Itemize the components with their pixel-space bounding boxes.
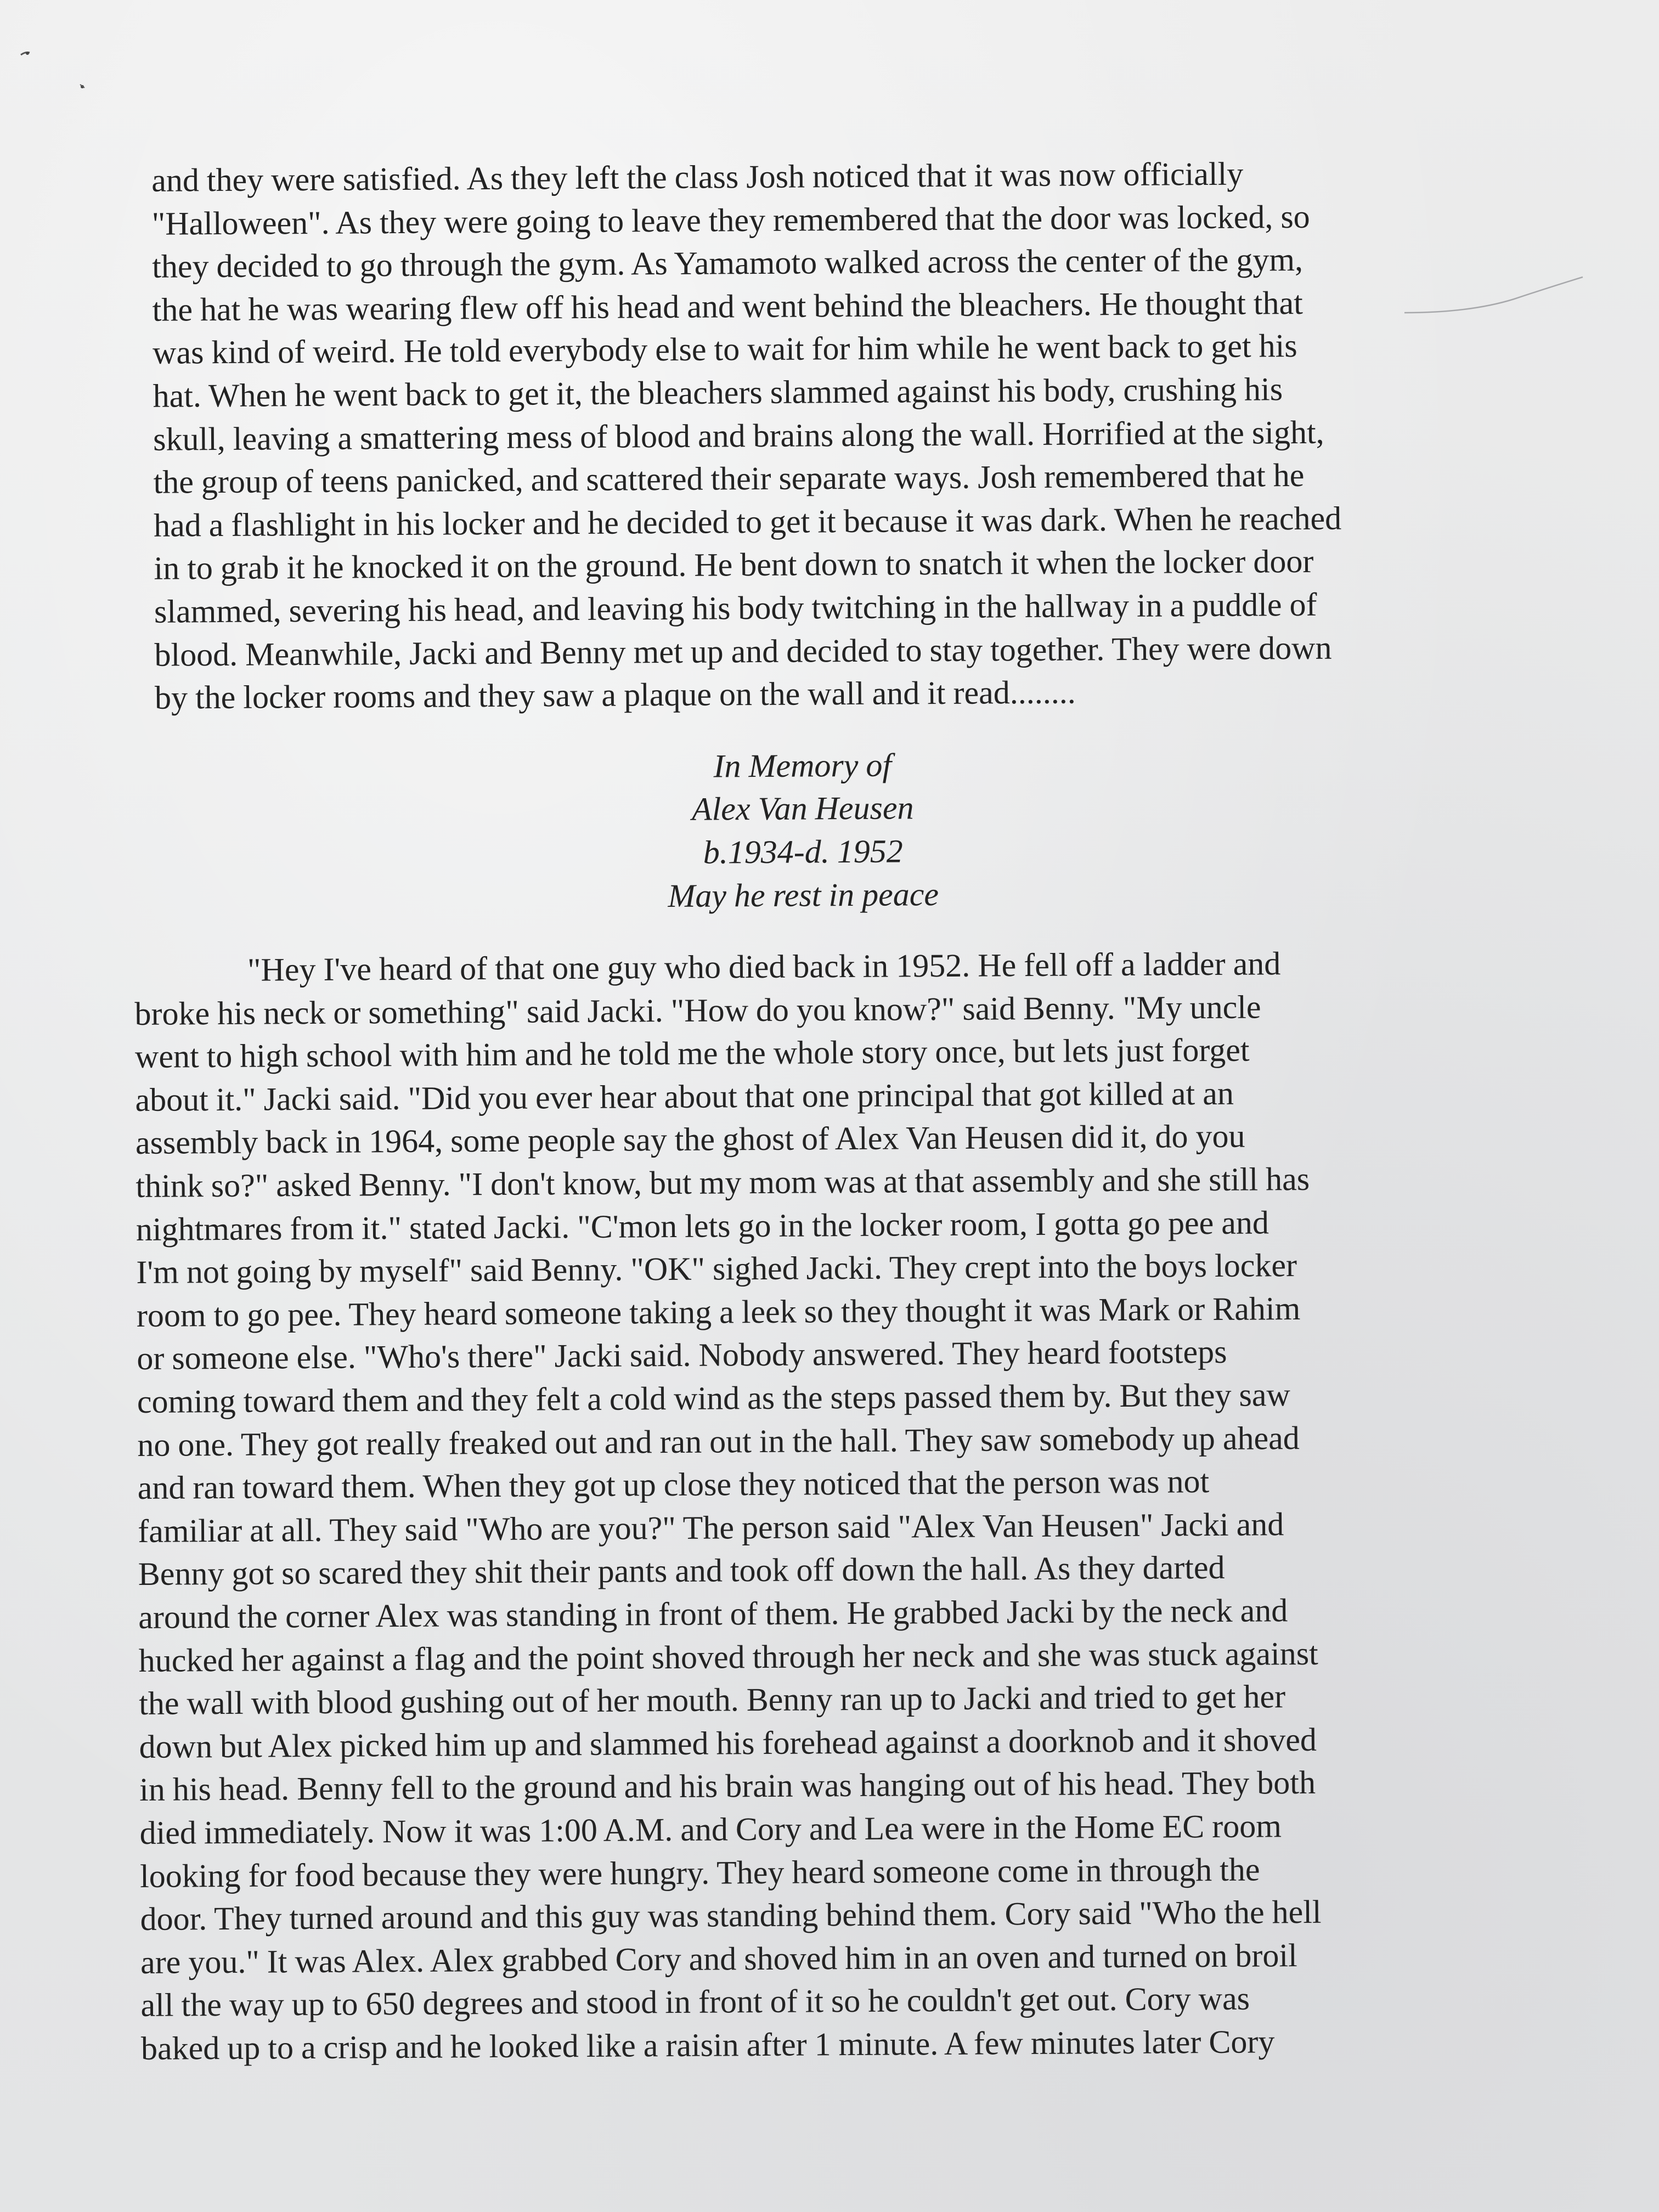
text-line: went to high school with him and he told me the whole story once, but lets just forget (134, 1031, 1250, 1075)
text-line: Benny got so scared they shit their pants and took off down the hall. As they darted (138, 1549, 1225, 1593)
plaque-line: Alex Van Heusen (691, 789, 914, 828)
text-line: died immediately. Now it was 1:00 A.M. and Cory and Lea were in the Home EC room (139, 1808, 1282, 1851)
text-line: and ran toward them. When they got up close they noticed that the person was not (137, 1463, 1210, 1506)
text-line: door. They turned around and this guy was standing behind them. Cory said "Who the hell (140, 1893, 1322, 1938)
text-line: coming toward them and they felt a cold wind as the steps passed them by. But they saw (137, 1376, 1290, 1420)
text-line: room to go pee. They heard someone taking a leek so they thought it was Mark or Rahim (136, 1290, 1301, 1334)
paragraph-continued (151, 151, 1493, 720)
text-line: are you." It was Alex. Alex grabbed Cory and shoved him in an oven and turned on broil (140, 1937, 1297, 1980)
text-line: by the locker rooms and they saw a plaque on the wall and it read........ (154, 674, 1076, 716)
text-line: nightmares from it." stated Jacki. "C'mon lets go in the locker room, I gotta go pee and (136, 1204, 1269, 1248)
text-line: think so?" asked Benny. "I don't know, but my mom was at that assembly and she still has (136, 1160, 1310, 1205)
plaque-line: May he rest in peace (668, 876, 939, 914)
text-line: in to grab it he knocked it on the ground. He bent down to snatch it when the locker door (154, 543, 1314, 587)
text-line: no one. They got really freaked out and ran out in the hall. They saw somebody up ahead (137, 1419, 1300, 1463)
memorial-plaque-text (133, 740, 1473, 921)
text-line: the hat he was wearing flew off his head and went behind the bleachers. He thought that (152, 284, 1304, 328)
text-line: "Halloween". As they were going to leave they remembered that the door was locked, so (151, 198, 1310, 242)
text-line: broke his neck or something" said Jacki. "How do you know?" said Benny. "My uncle (134, 989, 1261, 1032)
plaque-line: b.1934-d. 1952 (703, 833, 903, 871)
text-line: familiar at all. They said "Who are you?" The person said "Alex Van Heusen" Jacki and (138, 1506, 1284, 1549)
text-line: "Hey I've heard of that one guy who died back in 1952. He fell off a ladder and (247, 945, 1281, 988)
paragraph-dialogue (134, 941, 1502, 2070)
text-line: or someone else. "Who's there" Jacki said. Nobody answered. They heard footsteps (137, 1334, 1227, 1377)
text-line: the wall with blood gushing out of her mouth. Benny ran up to Jacki and tried to get her (138, 1678, 1286, 1722)
text-line: they decided to go through the gym. As Yamamoto walked across the center of the gym, (151, 241, 1304, 285)
text-line: assembly back in 1964, some people say the ghost of Alex Van Heusen did it, do you (135, 1118, 1245, 1161)
paper-speck-marks (11, 38, 99, 104)
text-line: down but Alex picked him up and slammed his forehead against a doorknob and it shoved (139, 1721, 1317, 1765)
text-line: slammed, severing his head, and leaving his body twitching in the hallway in a puddle of (154, 586, 1317, 630)
text-line: looking for food because they were hungry. They heard someone come in through the (139, 1851, 1260, 1894)
text-line: the group of teens panicked, and scattered their separate ways. Josh remembered that he (153, 457, 1305, 500)
text-line: all the way up to 650 degrees and stood in front of it so he couldn't get out. Cory was (140, 1980, 1250, 2024)
text-line: skull, leaving a smattering mess of blood and brains along the wall. Horrified at the sight, (153, 414, 1324, 458)
text-line: around the corner Alex was standing in front of them. He grabbed Jacki by the neck and (138, 1592, 1288, 1635)
text-line: about it." Jacki said. "Did you ever hear about that one principal that got killed at an (135, 1075, 1234, 1118)
text-line: in his head. Benny fell to the ground and his brain was hanging out of his head. They both (139, 1764, 1316, 1808)
plaque-line: In Memory of (713, 747, 892, 785)
text-line: and they were satisfied. As they left the class Josh noticed that it was now officially (151, 155, 1244, 199)
text-line: blood. Meanwhile, Jacki and Benny met up and decided to stay together. They were down (154, 629, 1332, 673)
text-line: hucked her against a flag and the point shoved through her neck and she was stuck against (138, 1635, 1318, 1679)
text-line: hat. When he went back to get it, the bleachers slammed against his body, crushing his (153, 371, 1283, 414)
story-text (129, 151, 1502, 2070)
text-line: had a flashlight in his locker and he decided to get it because it was dark. When he reached (153, 500, 1342, 544)
text-line: baked up to a crisp and he looked like a raisin after 1 minute. A few minutes later Cory (140, 2023, 1275, 2067)
text-line: I'm not going by myself" said Benny. "OK" sighed Jacki. They crept into the boys locker (136, 1247, 1297, 1291)
text-line: was kind of weird. He told everybody else to wait for him while he went back to get his (152, 328, 1297, 371)
